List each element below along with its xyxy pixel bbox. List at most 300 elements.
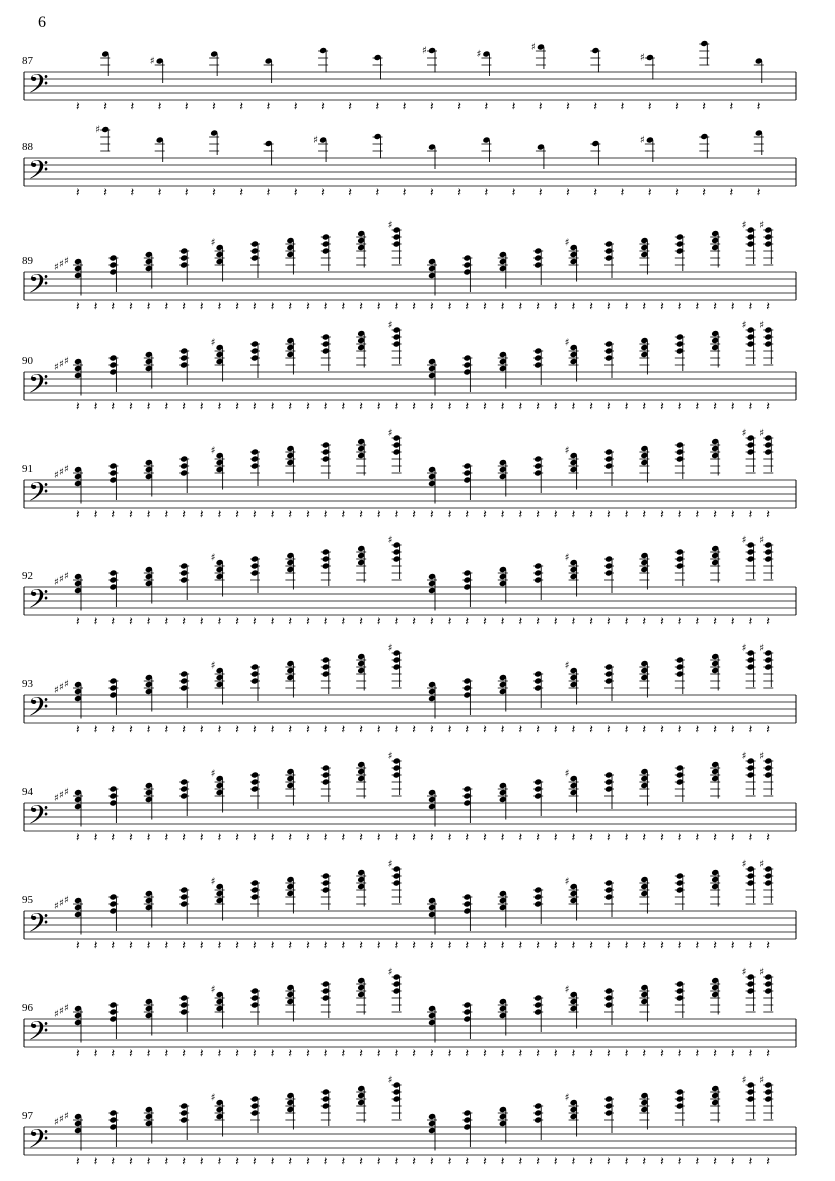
bass-clef-icon: 𝄢 [28, 368, 49, 406]
sharp-icon: ♯ [387, 643, 393, 654]
sharp-icon: ♯ [387, 535, 393, 546]
quarter-rest-icon: 𝄽 [293, 99, 298, 113]
quarter-rest-icon: 𝄽 [306, 614, 310, 628]
quarter-rest-icon: 𝄽 [518, 722, 523, 736]
quarter-rest-icon: 𝄽 [571, 1154, 576, 1168]
quarter-rest-icon: 𝄽 [518, 938, 523, 952]
quarter-rest-icon: 𝄽 [146, 830, 151, 844]
quarter-rest-icon: 𝄽 [130, 185, 135, 199]
quarter-rest-icon: 𝄽 [642, 507, 647, 521]
quarter-rest-icon: 𝄽 [430, 185, 434, 199]
quarter-rest-icon: 𝄽 [766, 1046, 770, 1060]
quarter-rest-icon: 𝄽 [624, 830, 629, 844]
quarter-rest-icon: 𝄽 [447, 1046, 452, 1060]
sharp-icon: ♯ [59, 467, 64, 478]
sharp-icon: ♯ [59, 574, 64, 585]
quarter-rest-icon: 𝄽 [695, 830, 700, 844]
quarter-rest-icon: 𝄽 [199, 830, 204, 844]
quarter-rest-icon: 𝄽 [677, 938, 682, 952]
bass-clef-icon: 𝄢 [28, 907, 49, 945]
quarter-rest-icon: 𝄽 [571, 507, 576, 521]
quarter-rest-icon: 𝄽 [93, 614, 98, 628]
quarter-rest-icon: 𝄽 [412, 507, 416, 521]
quarter-rest-icon: 𝄽 [164, 299, 169, 313]
quarter-rest-icon: 𝄽 [430, 1046, 434, 1060]
quarter-rest-icon: 𝄽 [217, 399, 222, 413]
quarter-rest-icon: 𝄽 [288, 938, 293, 952]
quarter-rest-icon: 𝄽 [235, 1046, 239, 1060]
quarter-rest-icon: 𝄽 [323, 1154, 328, 1168]
quarter-rest-icon: 𝄽 [323, 830, 328, 844]
quarter-rest-icon: 𝄽 [538, 99, 543, 113]
quarter-rest-icon: 𝄽 [376, 507, 381, 521]
quarter-rest-icon: 𝄽 [199, 938, 204, 952]
quarter-rest-icon: 𝄽 [465, 399, 470, 413]
quarter-rest-icon: 𝄽 [235, 507, 239, 521]
quarter-rest-icon: 𝄽 [76, 299, 80, 313]
quarter-rest-icon: 𝄽 [642, 299, 647, 313]
quarter-rest-icon: 𝄽 [306, 1154, 310, 1168]
quarter-rest-icon: 𝄽 [642, 938, 647, 952]
quarter-rest-icon: 𝄽 [76, 1046, 80, 1060]
quarter-rest-icon: 𝄽 [660, 507, 664, 521]
quarter-rest-icon: 𝄽 [111, 938, 116, 952]
quarter-rest-icon: 𝄽 [288, 614, 293, 628]
quarter-rest-icon: 𝄽 [288, 830, 293, 844]
quarter-rest-icon: 𝄽 [129, 614, 133, 628]
quarter-rest-icon: 𝄽 [607, 830, 611, 844]
quarter-rest-icon: 𝄽 [306, 399, 310, 413]
sharp-icon: ♯ [387, 320, 393, 331]
quarter-rest-icon: 𝄽 [642, 1154, 647, 1168]
quarter-rest-icon: 𝄽 [695, 299, 700, 313]
quarter-rest-icon: 𝄽 [518, 614, 523, 628]
sharp-icon: ♯ [564, 445, 570, 457]
quarter-rest-icon: 𝄽 [607, 1046, 611, 1060]
quarter-rest-icon: 𝄽 [660, 722, 664, 736]
sharp-icon: ♯ [741, 967, 747, 978]
quarter-rest-icon: 𝄽 [394, 722, 399, 736]
quarter-rest-icon: 𝄽 [430, 99, 434, 113]
sharp-icon: ♯ [759, 859, 765, 870]
quarter-rest-icon: 𝄽 [483, 1046, 487, 1060]
quarter-rest-icon: 𝄽 [253, 938, 257, 952]
sharp-icon: ♯ [564, 1092, 570, 1104]
quarter-rest-icon: 𝄽 [182, 614, 186, 628]
sharp-icon: ♯ [54, 470, 59, 481]
quarter-rest-icon: 𝄽 [253, 614, 257, 628]
quarter-rest-icon: 𝄽 [306, 1046, 310, 1060]
quarter-rest-icon: 𝄽 [103, 99, 107, 113]
sharp-icon: ♯ [759, 751, 765, 762]
quarter-rest-icon: 𝄽 [376, 722, 381, 736]
sharp-icon: ♯ [210, 237, 216, 249]
quarter-rest-icon: 𝄽 [730, 507, 735, 521]
quarter-rest-icon: 𝄽 [457, 185, 461, 199]
measure-number: 91 [22, 463, 33, 475]
sharp-icon: ♯ [59, 898, 64, 909]
quarter-rest-icon: 𝄽 [76, 830, 80, 844]
quarter-rest-icon: 𝄽 [76, 99, 80, 113]
quarter-rest-icon: 𝄽 [111, 299, 116, 313]
quarter-rest-icon: 𝄽 [217, 614, 222, 628]
quarter-rest-icon: 𝄽 [146, 1046, 151, 1060]
quarter-rest-icon: 𝄽 [235, 1154, 239, 1168]
sharp-icon: ♯ [210, 660, 216, 672]
quarter-rest-icon: 𝄽 [412, 830, 416, 844]
sharp-icon: ♯ [759, 967, 765, 978]
quarter-rest-icon: 𝄽 [607, 722, 611, 736]
quarter-rest-icon: 𝄽 [589, 722, 593, 736]
quarter-rest-icon: 𝄽 [270, 1154, 275, 1168]
staff-system [22, 320, 796, 413]
bass-clef-icon: 𝄢 [28, 68, 49, 106]
quarter-rest-icon: 𝄽 [359, 614, 363, 628]
sharp-icon: ♯ [64, 679, 69, 690]
quarter-rest-icon: 𝄽 [660, 299, 664, 313]
quarter-rest-icon: 𝄽 [376, 1154, 381, 1168]
bass-clef-icon: 𝄢 [28, 154, 49, 192]
quarter-rest-icon: 𝄽 [288, 1154, 293, 1168]
quarter-rest-icon: 𝄽 [321, 185, 325, 199]
quarter-rest-icon: 𝄽 [447, 722, 452, 736]
quarter-rest-icon: 𝄽 [447, 938, 452, 952]
quarter-rest-icon: 𝄽 [748, 1154, 753, 1168]
sharp-icon: ♯ [639, 135, 645, 146]
quarter-rest-icon: 𝄽 [536, 1046, 540, 1060]
staff-system [22, 428, 796, 521]
quarter-rest-icon: 𝄽 [553, 1154, 558, 1168]
quarter-rest-icon: 𝄽 [748, 399, 753, 413]
quarter-rest-icon: 𝄽 [239, 185, 244, 199]
sharp-icon: ♯ [387, 859, 393, 870]
quarter-rest-icon: 𝄽 [212, 99, 216, 113]
quarter-rest-icon: 𝄽 [157, 185, 162, 199]
quarter-rest-icon: 𝄽 [394, 1046, 399, 1060]
sharp-icon: ♯ [54, 262, 59, 273]
quarter-rest-icon: 𝄽 [589, 830, 593, 844]
quarter-rest-icon: 𝄽 [553, 614, 558, 628]
quarter-rest-icon: 𝄽 [359, 1046, 363, 1060]
quarter-rest-icon: 𝄽 [660, 830, 664, 844]
quarter-rest-icon: 𝄽 [553, 399, 558, 413]
quarter-rest-icon: 𝄽 [695, 938, 700, 952]
quarter-rest-icon: 𝄽 [695, 1154, 700, 1168]
quarter-rest-icon: 𝄽 [536, 507, 540, 521]
quarter-rest-icon: 𝄽 [270, 1046, 275, 1060]
quarter-rest-icon: 𝄽 [607, 614, 611, 628]
quarter-rest-icon: 𝄽 [571, 722, 576, 736]
quarter-rest-icon: 𝄽 [394, 614, 399, 628]
quarter-rest-icon: 𝄽 [93, 722, 98, 736]
quarter-rest-icon: 𝄽 [253, 299, 257, 313]
quarter-rest-icon: 𝄽 [270, 399, 275, 413]
quarter-rest-icon: 𝄽 [465, 722, 470, 736]
quarter-rest-icon: 𝄽 [164, 614, 169, 628]
quarter-rest-icon: 𝄽 [500, 722, 505, 736]
quarter-rest-icon: 𝄽 [677, 1046, 682, 1060]
quarter-rest-icon: 𝄽 [500, 507, 505, 521]
quarter-rest-icon: 𝄽 [253, 399, 257, 413]
quarter-rest-icon: 𝄽 [518, 507, 523, 521]
quarter-rest-icon: 𝄽 [376, 830, 381, 844]
quarter-rest-icon: 𝄽 [748, 507, 753, 521]
quarter-rest-icon: 𝄽 [536, 722, 540, 736]
sharp-icon: ♯ [476, 49, 482, 60]
quarter-rest-icon: 𝄽 [536, 614, 540, 628]
quarter-rest-icon: 𝄽 [624, 1046, 629, 1060]
quarter-rest-icon: 𝄽 [93, 1046, 98, 1060]
quarter-rest-icon: 𝄽 [129, 722, 133, 736]
sharp-icon: ♯ [64, 571, 69, 582]
measure-number: 95 [22, 894, 33, 906]
quarter-rest-icon: 𝄽 [182, 722, 186, 736]
quarter-rest-icon: 𝄽 [571, 830, 576, 844]
quarter-rest-icon: 𝄽 [713, 938, 717, 952]
quarter-rest-icon: 𝄽 [146, 938, 151, 952]
quarter-rest-icon: 𝄽 [93, 507, 98, 521]
quarter-rest-icon: 𝄽 [111, 1154, 116, 1168]
quarter-rest-icon: 𝄽 [341, 830, 346, 844]
sharp-icon: ♯ [564, 876, 570, 888]
page-number: 6 [38, 14, 46, 31]
quarter-rest-icon: 𝄽 [465, 1046, 470, 1060]
quarter-rest-icon: 𝄽 [184, 99, 189, 113]
sharp-icon: ♯ [387, 751, 393, 762]
quarter-rest-icon: 𝄽 [348, 185, 352, 199]
sharp-icon: ♯ [564, 984, 570, 996]
quarter-rest-icon: 𝄽 [394, 830, 399, 844]
sharp-icon: ♯ [210, 1092, 216, 1104]
quarter-rest-icon: 𝄽 [593, 185, 598, 199]
quarter-rest-icon: 𝄽 [235, 830, 239, 844]
quarter-rest-icon: 𝄽 [375, 185, 380, 199]
quarter-rest-icon: 𝄽 [730, 614, 735, 628]
quarter-rest-icon: 𝄽 [500, 1046, 505, 1060]
quarter-rest-icon: 𝄽 [253, 1154, 257, 1168]
quarter-rest-icon: 𝄽 [660, 614, 664, 628]
quarter-rest-icon: 𝄽 [76, 1154, 80, 1168]
quarter-rest-icon: 𝄽 [217, 830, 222, 844]
quarter-rest-icon: 𝄽 [677, 507, 682, 521]
quarter-rest-icon: 𝄽 [164, 830, 169, 844]
quarter-rest-icon: 𝄽 [624, 1154, 629, 1168]
quarter-rest-icon: 𝄽 [341, 1154, 346, 1168]
quarter-rest-icon: 𝄽 [270, 299, 275, 313]
quarter-rest-icon: 𝄽 [660, 938, 664, 952]
quarter-rest-icon: 𝄽 [412, 614, 416, 628]
quarter-rest-icon: 𝄽 [748, 614, 753, 628]
quarter-rest-icon: 𝄽 [412, 722, 416, 736]
sharp-icon: ♯ [564, 237, 570, 249]
quarter-rest-icon: 𝄽 [199, 614, 204, 628]
sharp-icon: ♯ [59, 682, 64, 693]
quarter-rest-icon: 𝄽 [624, 507, 629, 521]
quarter-rest-icon: 𝄽 [553, 507, 558, 521]
quarter-rest-icon: 𝄽 [146, 507, 151, 521]
quarter-rest-icon: 𝄽 [253, 722, 257, 736]
quarter-rest-icon: 𝄽 [217, 722, 222, 736]
quarter-rest-icon: 𝄽 [129, 1046, 133, 1060]
quarter-rest-icon: 𝄽 [483, 299, 487, 313]
quarter-rest-icon: 𝄽 [146, 299, 151, 313]
quarter-rest-icon: 𝄽 [607, 1154, 611, 1168]
quarter-rest-icon: 𝄽 [500, 399, 505, 413]
quarter-rest-icon: 𝄽 [642, 830, 647, 844]
quarter-rest-icon: 𝄽 [359, 399, 363, 413]
quarter-rest-icon: 𝄽 [642, 722, 647, 736]
quarter-rest-icon: 𝄽 [376, 299, 381, 313]
quarter-rest-icon: 𝄽 [348, 99, 352, 113]
sharp-icon: ♯ [54, 1117, 59, 1128]
quarter-rest-icon: 𝄽 [182, 507, 186, 521]
quarter-rest-icon: 𝄽 [376, 614, 381, 628]
quarter-rest-icon: 𝄽 [702, 185, 706, 199]
sharp-icon: ♯ [59, 359, 64, 370]
quarter-rest-icon: 𝄽 [536, 399, 540, 413]
quarter-rest-icon: 𝄽 [624, 722, 629, 736]
quarter-rest-icon: 𝄽 [766, 399, 770, 413]
quarter-rest-icon: 𝄽 [235, 399, 239, 413]
quarter-rest-icon: 𝄽 [266, 99, 271, 113]
quarter-rest-icon: 𝄽 [553, 1046, 558, 1060]
sharp-icon: ♯ [59, 1114, 64, 1125]
measure-number: 87 [22, 55, 33, 67]
quarter-rest-icon: 𝄽 [76, 722, 80, 736]
quarter-rest-icon: 𝄽 [589, 938, 593, 952]
quarter-rest-icon: 𝄽 [93, 299, 98, 313]
quarter-rest-icon: 𝄽 [76, 507, 80, 521]
quarter-rest-icon: 𝄽 [341, 507, 346, 521]
quarter-rest-icon: 𝄽 [483, 830, 487, 844]
quarter-rest-icon: 𝄽 [306, 507, 310, 521]
sharp-icon: ♯ [210, 552, 216, 564]
sharp-icon: ♯ [759, 535, 765, 546]
quarter-rest-icon: 𝄽 [164, 938, 169, 952]
quarter-rest-icon: 𝄽 [465, 614, 470, 628]
quarter-rest-icon: 𝄽 [323, 299, 328, 313]
quarter-rest-icon: 𝄽 [677, 1154, 682, 1168]
quarter-rest-icon: 𝄽 [730, 399, 735, 413]
bass-clef-icon: 𝄢 [28, 583, 49, 621]
quarter-rest-icon: 𝄽 [483, 938, 487, 952]
quarter-rest-icon: 𝄽 [713, 299, 717, 313]
quarter-rest-icon: 𝄽 [376, 1046, 381, 1060]
quarter-rest-icon: 𝄽 [518, 1154, 523, 1168]
quarter-rest-icon: 𝄽 [270, 614, 275, 628]
quarter-rest-icon: 𝄽 [624, 938, 629, 952]
quarter-rest-icon: 𝄽 [182, 299, 186, 313]
measure-number: 97 [22, 1110, 33, 1122]
sharp-icon: ♯ [64, 356, 69, 367]
quarter-rest-icon: 𝄽 [199, 299, 204, 313]
bass-clef-icon: 𝄢 [28, 476, 49, 514]
quarter-rest-icon: 𝄽 [500, 1154, 505, 1168]
sharp-icon: ♯ [54, 1009, 59, 1020]
quarter-rest-icon: 𝄽 [766, 722, 770, 736]
quarter-rest-icon: 𝄽 [103, 185, 107, 199]
quarter-rest-icon: 𝄽 [483, 722, 487, 736]
quarter-rest-icon: 𝄽 [402, 185, 407, 199]
quarter-rest-icon: 𝄽 [270, 830, 275, 844]
quarter-rest-icon: 𝄽 [394, 399, 399, 413]
quarter-rest-icon: 𝄽 [111, 830, 116, 844]
quarter-rest-icon: 𝄽 [253, 1046, 257, 1060]
sharp-icon: ♯ [759, 1075, 765, 1086]
quarter-rest-icon: 𝄽 [129, 507, 133, 521]
quarter-rest-icon: 𝄽 [589, 1046, 593, 1060]
quarter-rest-icon: 𝄽 [589, 507, 593, 521]
sharp-icon: ♯ [741, 535, 747, 546]
measure-number: 93 [22, 678, 33, 690]
quarter-rest-icon: 𝄽 [323, 507, 328, 521]
quarter-rest-icon: 𝄽 [536, 830, 540, 844]
quarter-rest-icon: 𝄽 [217, 938, 222, 952]
quarter-rest-icon: 𝄽 [730, 1046, 735, 1060]
quarter-rest-icon: 𝄽 [538, 185, 543, 199]
sharp-icon: ♯ [54, 362, 59, 373]
quarter-rest-icon: 𝄽 [695, 507, 700, 521]
quarter-rest-icon: 𝄽 [465, 830, 470, 844]
quarter-rest-icon: 𝄽 [593, 99, 598, 113]
quarter-rest-icon: 𝄽 [323, 938, 328, 952]
quarter-rest-icon: 𝄽 [729, 99, 734, 113]
quarter-rest-icon: 𝄽 [695, 1046, 700, 1060]
sharp-icon: ♯ [210, 876, 216, 888]
quarter-rest-icon: 𝄽 [76, 938, 80, 952]
quarter-rest-icon: 𝄽 [146, 614, 151, 628]
quarter-rest-icon: 𝄽 [182, 1046, 186, 1060]
sharp-icon: ♯ [59, 1006, 64, 1017]
quarter-rest-icon: 𝄽 [199, 1046, 204, 1060]
quarter-rest-icon: 𝄽 [447, 830, 452, 844]
quarter-rest-icon: 𝄽 [642, 399, 647, 413]
quarter-rest-icon: 𝄽 [447, 507, 452, 521]
quarter-rest-icon: 𝄽 [447, 1154, 452, 1168]
quarter-rest-icon: 𝄽 [589, 614, 593, 628]
quarter-rest-icon: 𝄽 [293, 185, 298, 199]
quarter-rest-icon: 𝄽 [500, 938, 505, 952]
quarter-rest-icon: 𝄽 [518, 299, 523, 313]
quarter-rest-icon: 𝄽 [359, 830, 363, 844]
staff-system [22, 40, 796, 113]
quarter-rest-icon: 𝄽 [713, 830, 717, 844]
quarter-rest-icon: 𝄽 [306, 938, 310, 952]
quarter-rest-icon: 𝄽 [323, 1046, 328, 1060]
quarter-rest-icon: 𝄽 [483, 1154, 487, 1168]
quarter-rest-icon: 𝄽 [288, 722, 293, 736]
quarter-rest-icon: 𝄽 [93, 830, 98, 844]
quarter-rest-icon: 𝄽 [465, 938, 470, 952]
quarter-rest-icon: 𝄽 [457, 99, 461, 113]
quarter-rest-icon: 𝄽 [164, 1154, 169, 1168]
quarter-rest-icon: 𝄽 [199, 1154, 204, 1168]
sharp-icon: ♯ [59, 790, 64, 801]
quarter-rest-icon: 𝄽 [253, 830, 257, 844]
quarter-rest-icon: 𝄽 [536, 299, 540, 313]
sharp-icon: ♯ [422, 45, 427, 57]
staff-system [22, 859, 796, 952]
quarter-rest-icon: 𝄽 [518, 1046, 523, 1060]
quarter-rest-icon: 𝄽 [93, 399, 98, 413]
measure-number: 90 [22, 355, 33, 367]
quarter-rest-icon: 𝄽 [306, 830, 310, 844]
quarter-rest-icon: 𝄽 [394, 299, 399, 313]
quarter-rest-icon: 𝄽 [484, 99, 489, 113]
quarter-rest-icon: 𝄽 [182, 399, 186, 413]
quarter-rest-icon: 𝄽 [321, 99, 325, 113]
quarter-rest-icon: 𝄽 [430, 299, 434, 313]
